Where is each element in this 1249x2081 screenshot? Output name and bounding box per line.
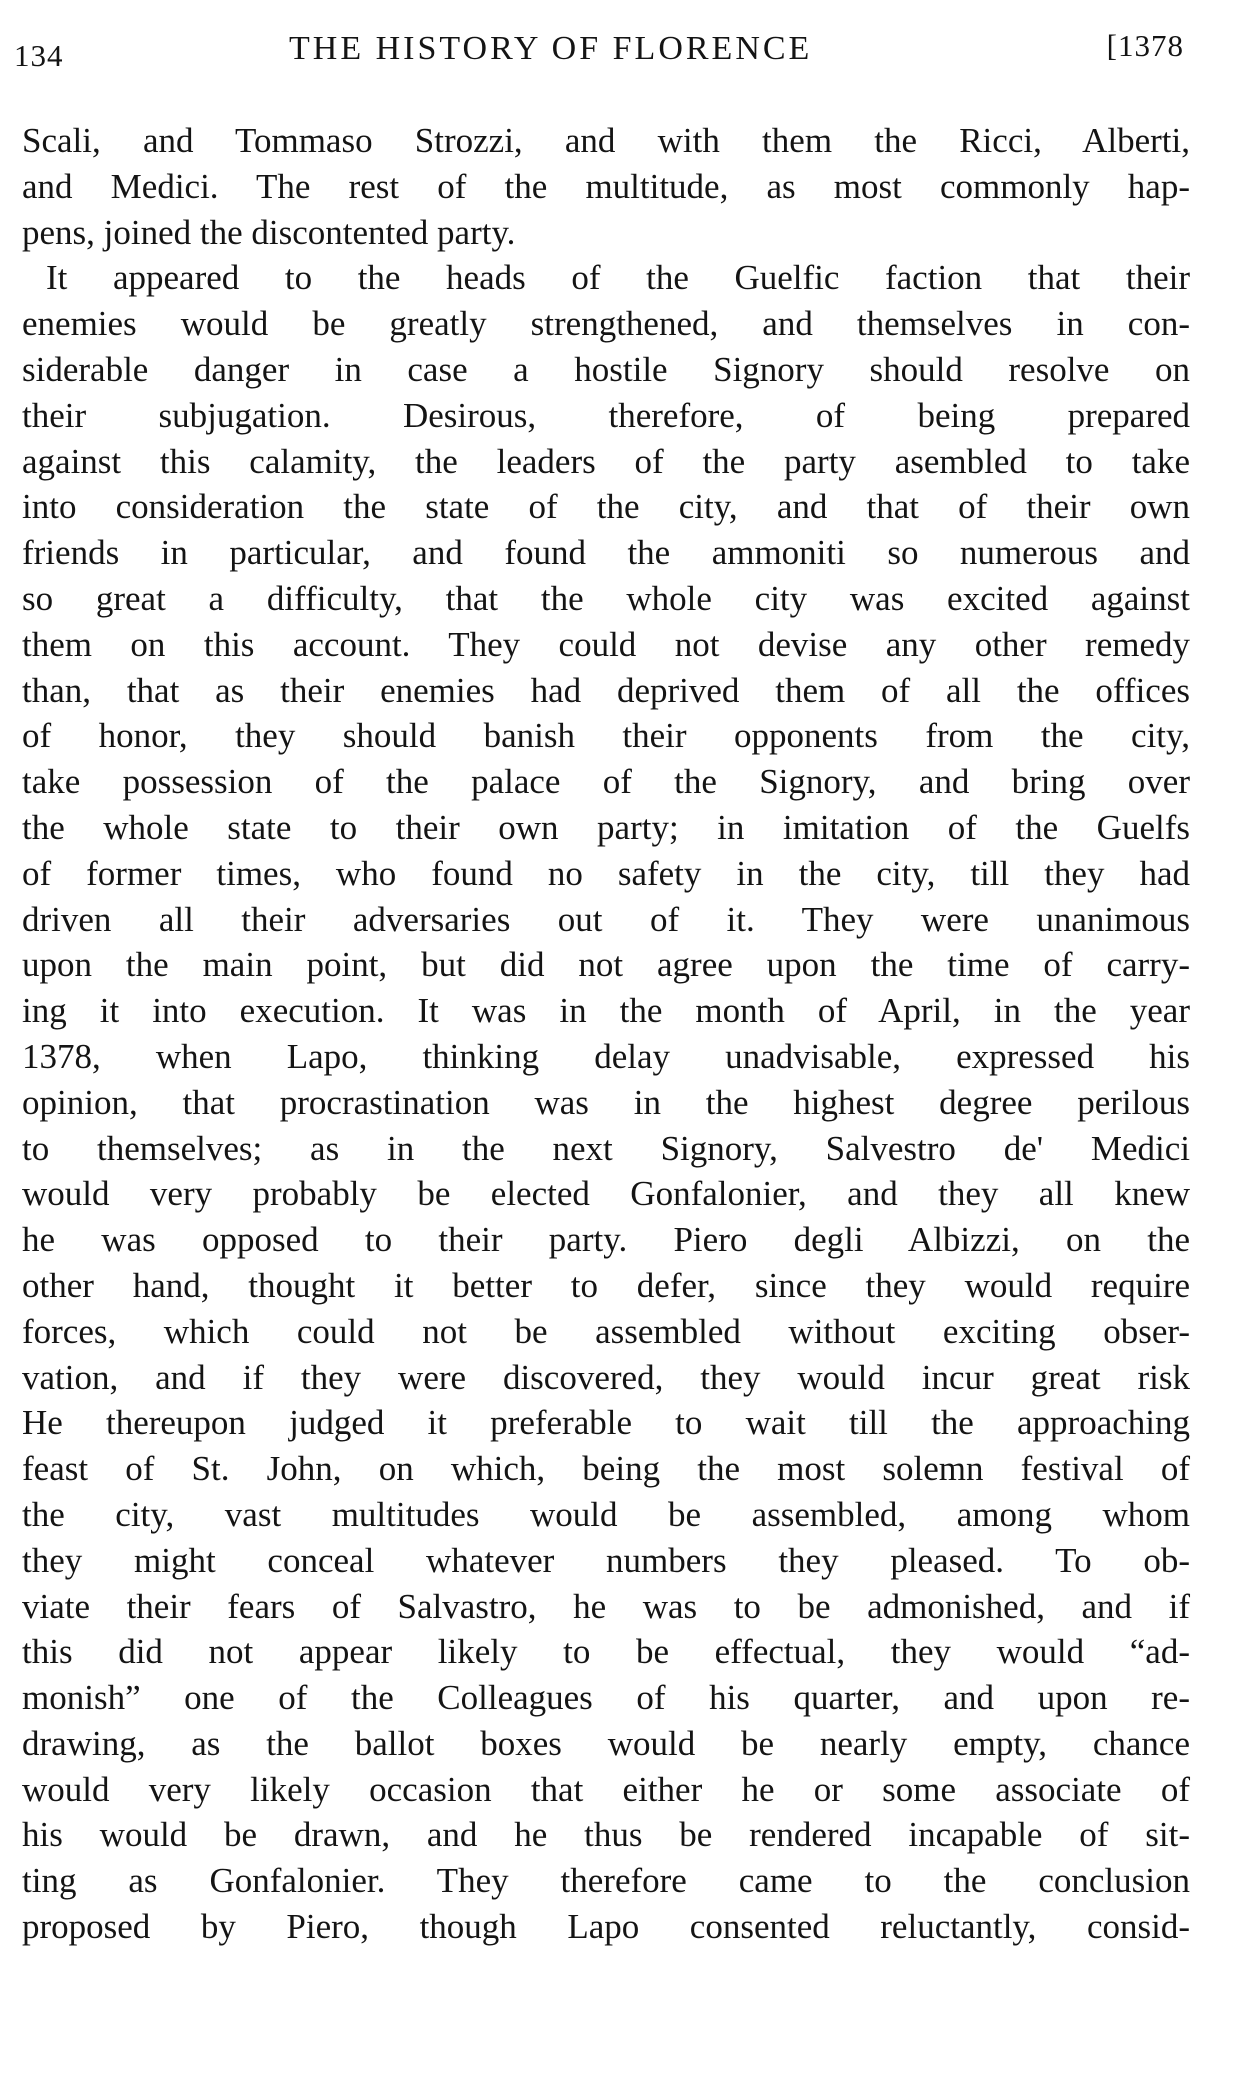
text-line: the whole state to their own party; in imitation of the Guelfs [22, 807, 1190, 847]
text-line: so great a difficulty, that the whole city was excited against [22, 578, 1190, 618]
text-line: vation, and if they were discovered, they would incur great risk [22, 1357, 1190, 1397]
text-line: to themselves; as in the next Signory, Salvestro de' Medici [22, 1128, 1190, 1168]
text-line: he was opposed to their party. Piero degli Albizzi, on the [22, 1220, 1190, 1260]
text-line: siderable danger in case a hostile Signory should resolve on [22, 349, 1190, 389]
text-line: this did not appear likely to be effectual, they would “ad- [22, 1632, 1190, 1672]
running-year: [1378 [1106, 28, 1184, 63]
text-line: driven all their adversaries out of it. They were unanimous [22, 899, 1190, 939]
text-line: of former times, who found no safety in the city, till they had [22, 853, 1190, 893]
text-line: opinion, that procrastination was in the highest degree perilous [22, 1082, 1190, 1122]
text-line: would very likely occasion that either he or some associate of [22, 1769, 1190, 1809]
text-line: other hand, thought it better to defer, since they would require [22, 1265, 1190, 1305]
text-line: than, that as their enemies had deprived them of all the offices [22, 670, 1190, 710]
text-line: It appeared to the heads of the Guelfic faction that their [46, 258, 1190, 298]
text-line: the city, vast multitudes would be assembled, among whom [22, 1494, 1190, 1534]
text-line: Scali, and Tommaso Strozzi, and with them the Ricci, Alberti, [22, 121, 1190, 160]
text-line: friends in particular, and found the ammoniti so numerous and [22, 533, 1190, 573]
text-line: ting as Gonfalonier. They therefore came to the conclusion [22, 1861, 1190, 1901]
text-line: into consideration the state of the city, and that of their own [22, 487, 1190, 527]
body-text [22, 118, 1190, 1950]
text-line: take possession of the palace of the Signory, and bring over [22, 762, 1190, 802]
text-line: forces, which could not be assembled without exciting obser- [22, 1311, 1190, 1351]
text-line: against this calamity, the leaders of the party asembled to take [22, 441, 1190, 481]
text-line: upon the main point, but did not agree upon the time of carry- [22, 945, 1190, 985]
text-line: drawing, as the ballot boxes would be nearly empty, chance [22, 1723, 1190, 1763]
text-line: feast of St. John, on which, being the most solemn festival of [22, 1449, 1190, 1489]
text-line: their subjugation. Desirous, therefore, of being prepared [22, 395, 1190, 435]
text-line: viate their fears of Salvastro, he was to be admonished, and if [22, 1586, 1190, 1626]
page-number: 134 [14, 38, 64, 73]
text-line: pens, joined the discontented party. [22, 212, 516, 252]
text-line: them on this account. They could not devise any other remedy [22, 624, 1190, 664]
text-line: He thereupon judged it preferable to wait till the approaching [22, 1403, 1190, 1443]
running-head [14, 24, 1184, 76]
text-line: proposed by Piero, though Lapo consented reluctantly, consid- [22, 1907, 1190, 1947]
text-line: ing it into execution. It was in the month of April, in the year [22, 991, 1190, 1031]
text-line: enemies would be greatly strengthened, and themselves in con- [22, 304, 1190, 344]
text-line: and Medici. The rest of the multitude, as most commonly hap- [22, 166, 1190, 206]
running-title: THE HISTORY OF FLORENCE [289, 30, 813, 67]
text-line: would very probably be elected Gonfalonier, and they all knew [22, 1174, 1190, 1214]
text-line: of honor, they should banish their opponents from the city, [22, 716, 1190, 756]
text-line: they might conceal whatever numbers they pleased. To ob- [22, 1540, 1190, 1580]
text-line: monish” one of the Colleagues of his quarter, and upon re- [22, 1678, 1190, 1718]
text-line: 1378, when Lapo, thinking delay unadvisable, expressed his [22, 1036, 1190, 1076]
text-line: his would be drawn, and he thus be rendered incapable of sit- [22, 1815, 1190, 1855]
